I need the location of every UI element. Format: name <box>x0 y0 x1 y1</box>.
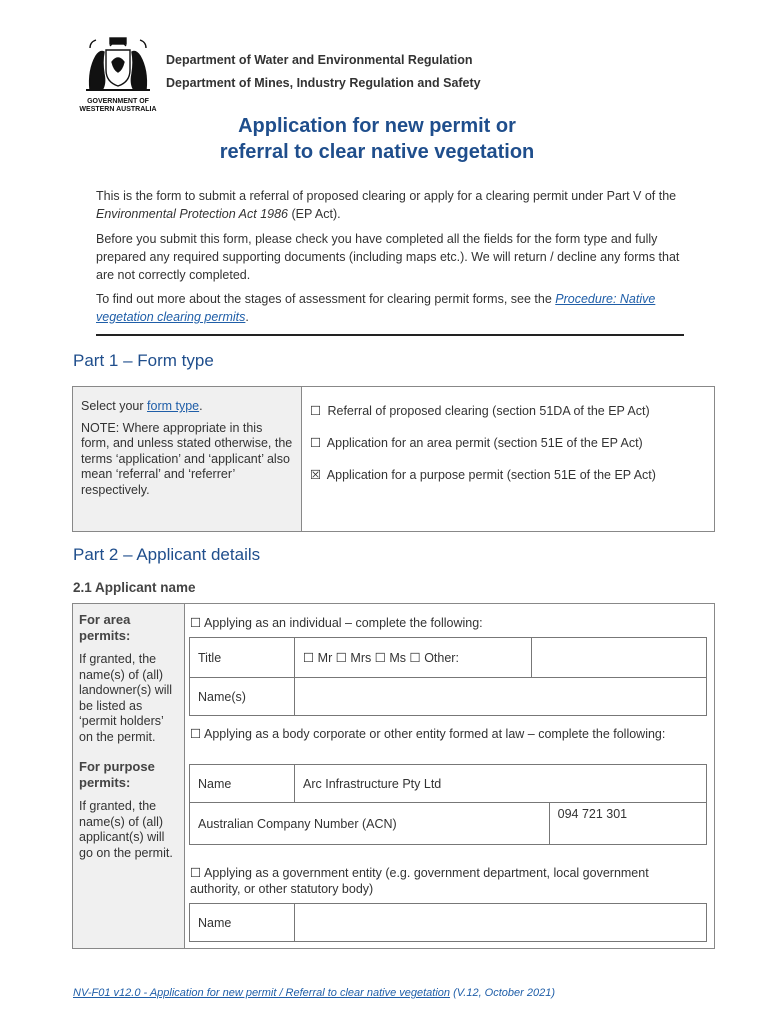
option-label: Application for an area permit (section 51E of the EP Act) <box>326 436 643 450</box>
name-label: Name <box>190 765 295 803</box>
crest-caption-2: WESTERN AUSTRALIA <box>79 106 157 113</box>
area-permits-text: If granted, the name(s) of (all) landowner(s) will be listed as ‘permit holders’ on the permit. <box>79 652 173 744</box>
intro-paragraph-2: Before you submit this form, please check you have completed all the fields for the form type and fully prepared any required supporting documents (including maps etc.). We will return / decline any forms that are not correctly completed. <box>96 232 680 282</box>
intro-text: (EP Act). <box>288 207 341 221</box>
individual-option[interactable]: ☐ Applying as an individual – complete the following: <box>190 616 483 630</box>
intro-text: . <box>245 310 249 324</box>
title-options[interactable]: ☐ Mr ☐ Mrs ☐ Ms ☐ Other: <box>295 638 532 678</box>
names-input[interactable] <box>295 678 707 716</box>
act-name: Environmental Protection Act 1986 <box>96 207 289 221</box>
select-text: . <box>199 399 203 413</box>
coat-of-arms-icon <box>80 32 156 96</box>
page-title <box>0 113 754 165</box>
divider <box>96 334 684 336</box>
footer-version: (V.12, October 2021) <box>450 987 555 999</box>
acn-value[interactable]: 094 721 301 <box>549 803 706 845</box>
acn-label: Australian Company Number (ACN) <box>190 803 550 845</box>
checkbox-icon[interactable]: ☐ <box>310 436 322 450</box>
names-label: Name(s) <box>190 678 295 716</box>
title-label: Title <box>190 638 295 678</box>
body-corporate-fields <box>189 764 707 845</box>
note-text: NOTE: Where appropriate in this form, and unless stated otherwise, the terms ‘application’ and ‘applicant’ also mean ‘referral’ and ‘referrer’ respectively. <box>81 420 293 497</box>
title-line-1: Application for new permit or <box>238 115 516 137</box>
permit-guidance <box>73 604 185 948</box>
government-name-input[interactable] <box>295 904 707 942</box>
area-permits-heading: For area permits: <box>79 612 131 643</box>
intro-paragraph-1 <box>96 187 688 223</box>
select-text: Select your <box>81 399 148 413</box>
option-purpose-permit[interactable] <box>310 467 706 499</box>
government-fields <box>189 903 707 942</box>
footer-link[interactable]: NV-F01 v12.0 - Application for new permit / Referral to clear native vegetation <box>73 987 451 999</box>
purpose-permits-heading: For purpose permits: <box>79 759 155 790</box>
form-type-table <box>72 386 715 532</box>
checkbox-icon[interactable]: ☐ <box>310 404 322 418</box>
option-label: Application for a purpose permit (section 51E of the EP Act) <box>326 468 656 482</box>
name-value[interactable]: Arc Infrastructure Pty Ltd <box>295 765 707 803</box>
procedure-link[interactable]: Procedure: Native vegetation clearing permits <box>96 292 656 324</box>
intro-paragraph-3 <box>96 290 688 326</box>
individual-fields <box>189 637 707 716</box>
part-2-heading: Part 2 – Applicant details <box>73 545 261 564</box>
department-2: Department of Mines, Industry Regulation and Safety <box>166 76 481 90</box>
footer <box>73 987 555 999</box>
form-type-options <box>302 387 715 532</box>
purpose-permits-text: If granted, the name(s) of (all) applicant(s) will go on the permit. <box>79 799 173 860</box>
applicant-name-heading: 2.1 Applicant name <box>73 580 196 595</box>
form-type-link[interactable]: form type <box>147 399 200 413</box>
government-option[interactable]: ☐ Applying as a government entity (e.g. government department, local government authority, or other statutory body) <box>190 866 649 896</box>
intro-text: This is the form to submit a referral of proposed clearing or apply for a clearing permit under Part V of the <box>96 189 677 203</box>
wa-government-crest <box>72 32 164 118</box>
department-names <box>166 53 481 99</box>
department-1: Department of Water and Environmental Regulation <box>166 53 473 67</box>
option-area-permit[interactable] <box>310 435 706 467</box>
checked-checkbox-icon[interactable]: ☒ <box>310 468 322 482</box>
option-referral[interactable] <box>310 403 706 435</box>
body-corporate-option[interactable]: ☐ Applying as a body corporate or other entity formed at law – complete the following: <box>190 727 666 741</box>
government-name-label: Name <box>190 904 295 942</box>
form-type-instructions <box>73 387 302 532</box>
option-label: Referral of proposed clearing (section 51DA of the EP Act) <box>327 404 650 418</box>
other-title-input[interactable] <box>532 638 707 678</box>
intro-text: To find out more about the stages of assessment for clearing permit forms, see the <box>96 292 556 306</box>
crest-caption-1: GOVERNMENT OF <box>87 98 149 105</box>
part-1-heading: Part 1 – Form type <box>73 351 214 370</box>
applicant-name-table <box>72 603 715 949</box>
title-line-2: referral to clear native vegetation <box>219 141 535 163</box>
